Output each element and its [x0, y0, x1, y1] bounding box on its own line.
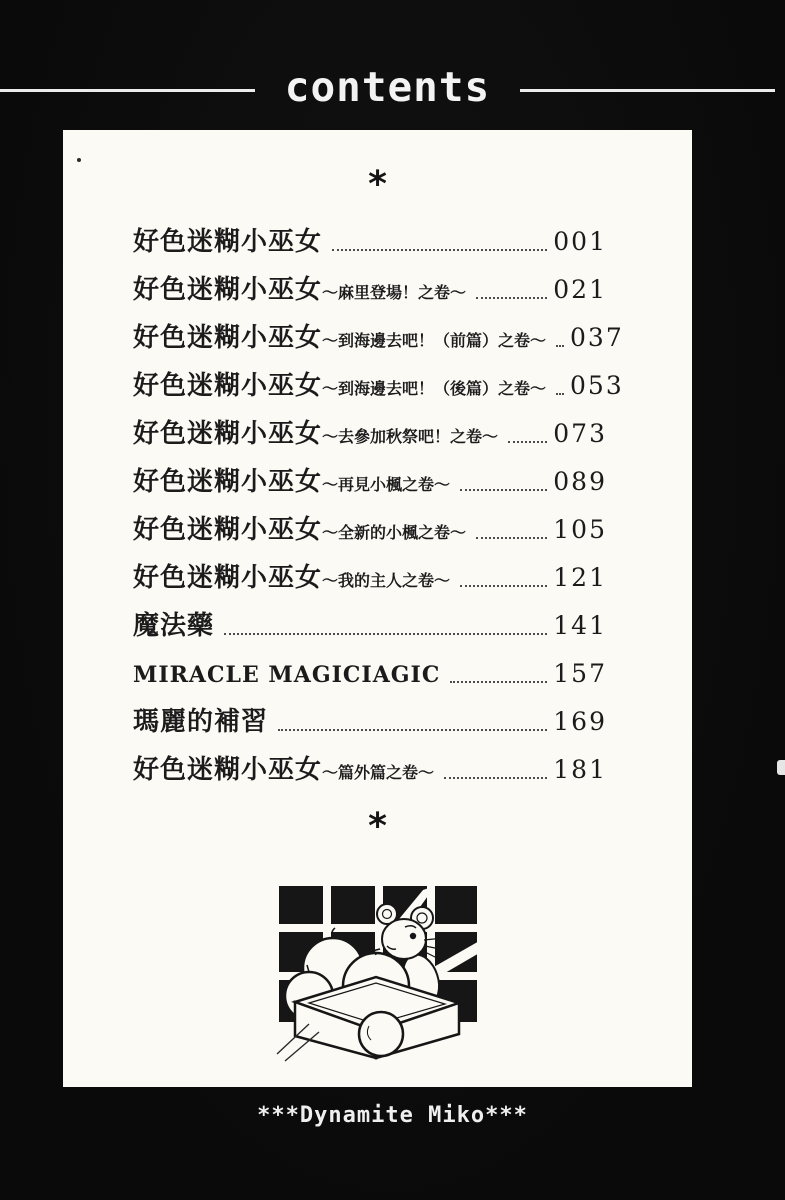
- dotted-leader: [556, 345, 564, 347]
- chapter-title-main: 好色迷糊小巫女: [133, 515, 323, 545]
- chapter-title: [133, 554, 450, 605]
- toc-entry: [133, 602, 607, 650]
- chapter-title-main: 魔法藥: [133, 611, 215, 641]
- toc-entry: [133, 266, 607, 314]
- chapter-title-main: 好色迷糊小巫女: [133, 275, 323, 305]
- ink-speck: [77, 158, 81, 162]
- page-number: 053: [570, 371, 624, 400]
- toc-entry: [133, 458, 607, 506]
- page-number: 157: [553, 659, 607, 688]
- chapter-title-main: 好色迷糊小巫女: [133, 323, 323, 353]
- page-number: 021: [553, 275, 607, 304]
- chapter-subtitle: ～去參加秋祭吧！之卷～: [322, 427, 499, 446]
- title-rule-right: [520, 89, 775, 92]
- front-fruit: [359, 1012, 403, 1056]
- chapter-title: [133, 602, 214, 653]
- dotted-leader: [476, 297, 547, 299]
- title-rule-left: [0, 89, 255, 92]
- chapter-title: [133, 362, 546, 413]
- chapter-title: [133, 698, 268, 749]
- chapter-title: [133, 746, 434, 797]
- toc-entry: [133, 698, 607, 746]
- dotted-leader: [460, 585, 547, 587]
- chapter-title: [133, 314, 546, 365]
- chapter-subtitle: ～全新的小楓之卷～: [322, 523, 467, 542]
- page-number: 121: [553, 563, 607, 592]
- page-number: 073: [553, 419, 607, 448]
- page-number: 001: [553, 227, 607, 256]
- chapter-title-main: 好色迷糊小巫女: [133, 227, 323, 257]
- chapter-title: [133, 506, 466, 557]
- chapter-subtitle: ～到海邊去吧！（後篇）之卷～: [322, 379, 547, 398]
- chapter-title-main: 好色迷糊小巫女: [133, 563, 323, 593]
- dotted-leader: [224, 633, 547, 635]
- dotted-leader: [450, 681, 547, 683]
- bottom-ornament: *: [368, 806, 387, 847]
- page-title: contents: [284, 63, 491, 111]
- page-number: 181: [553, 755, 607, 784]
- dotted-leader: [460, 489, 547, 491]
- chapter-title-main: 好色迷糊小巫女: [133, 371, 323, 401]
- chapter-subtitle: ～篇外篇之卷～: [322, 763, 435, 782]
- dotted-leader: [508, 441, 547, 443]
- artist-signature: ***Dynamite Miko***: [257, 1103, 528, 1128]
- page-number: 141: [553, 611, 607, 640]
- toc-paper: [63, 130, 692, 1087]
- chapter-subtitle: ～麻里登場！之卷～: [322, 283, 467, 302]
- chapter-title: [133, 651, 440, 701]
- chapter-title-main: 好色迷糊小巫女: [133, 755, 323, 785]
- header: [0, 63, 775, 111]
- toc-entry: [133, 554, 607, 602]
- dotted-leader: [476, 537, 547, 539]
- dotted-leader: [444, 777, 547, 779]
- chapter-title-main: MIRACLE MAGICIAGIC: [133, 662, 441, 688]
- toc-entry: [133, 746, 607, 794]
- toc-entry: [133, 410, 607, 458]
- toc-entry: [133, 218, 607, 266]
- chapter-title: [133, 266, 466, 317]
- toc-entry: [133, 506, 607, 554]
- top-ornament: *: [368, 164, 387, 205]
- chapter-title: [133, 410, 498, 461]
- page-number: 169: [553, 707, 607, 736]
- page-edge-mark: [777, 760, 785, 775]
- chapter-title: [133, 458, 450, 509]
- dotted-leader: [278, 729, 547, 731]
- chapter-subtitle: ～我的主人之卷～: [322, 571, 451, 590]
- page-number: 037: [570, 323, 624, 352]
- dotted-leader: [556, 393, 564, 395]
- toc-entry: [133, 314, 624, 362]
- chapter-title-main: 好色迷糊小巫女: [133, 419, 323, 449]
- chapter-subtitle: ～到海邊去吧！（前篇）之卷～: [322, 331, 547, 350]
- toc-entry: [133, 362, 624, 410]
- toc-list: [133, 218, 624, 794]
- toc-entry: [133, 650, 607, 698]
- chapter-title-main: 好色迷糊小巫女: [133, 467, 323, 497]
- chapter-title: [133, 218, 322, 269]
- mouse-fruit-crate-illustration: [273, 884, 483, 1066]
- chapter-title-main: 瑪麗的補習: [133, 707, 269, 737]
- dotted-leader: [332, 249, 547, 251]
- page-number: 089: [553, 467, 607, 496]
- chapter-subtitle: ～再見小楓之卷～: [322, 475, 451, 494]
- page-number: 105: [553, 515, 607, 544]
